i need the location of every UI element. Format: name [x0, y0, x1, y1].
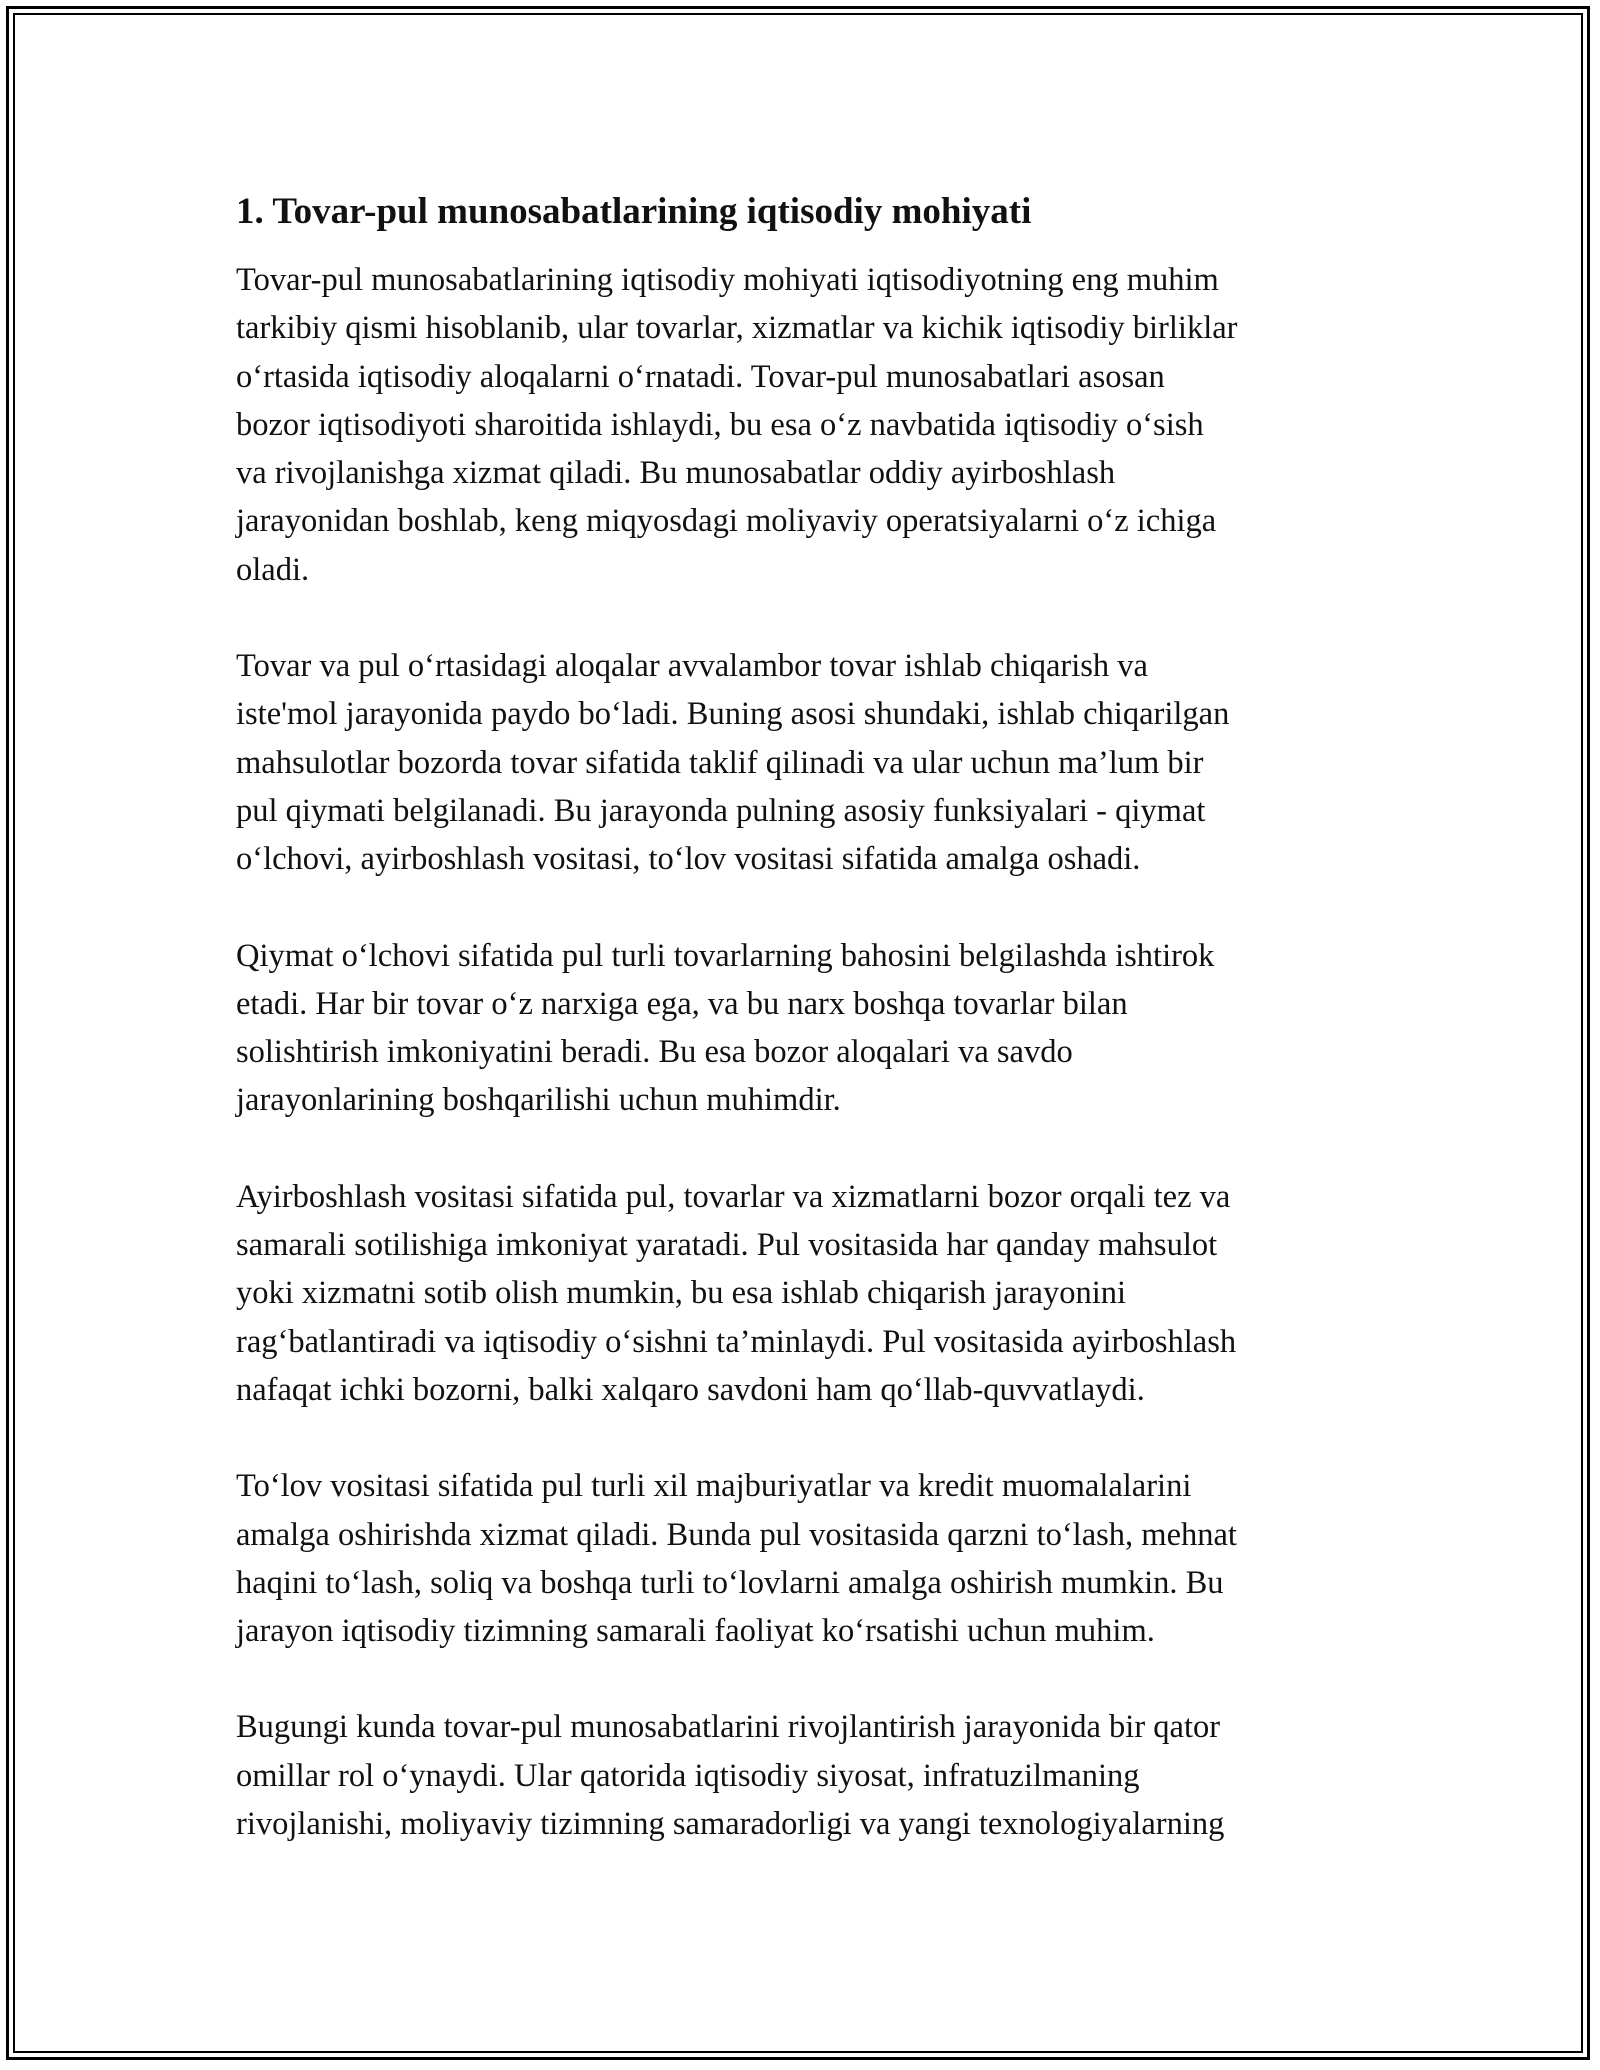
paragraph-1: Tovar-pul munosabatlarining iqtisodiy mohiyati iqtisodiyotning eng muhim tarkibiy qismi hisoblanib, ular tovarlar, xizmatlar va kichik iqtisodiy birliklar o‘rtasida iqtisodiy aloqalarni o‘rnatadi. Tovar-pul munosabatlari asosan bozor iqtisodiyoti sharoitida ishlaydi, bu esa o‘z navbatida iqtisodiy o‘sish va rivojlanishga xizmat qiladi. Bu munosabatlar oddiy ayirboshlash jarayonidan boshlab, keng miqyosdagi moliyaviy operatsiyalarni o‘z ichiga oladi. — [236, 262, 1238, 588]
paragraph-2: Tovar va pul o‘rtasidagi aloqalar avvalambor tovar ishlab chiqarish va iste'mol jarayonida paydo bo‘ladi. Buning asosi shundaki, ishlab chiqarilgan mahsulotlar bozorda tovar sifatida taklif qilinadi va ular uchun ma’lum bir pul qiymati belgilanadi. Bu jarayonda pulning asosiy funksiyalari - qiymat o‘lchovi, ayirboshlash vositasi, to‘lov vositasi sifatida amalga oshadi. — [236, 648, 1230, 878]
paragraph-6: Bugungi kunda tovar-pul munosabatlarini rivojlantirish jarayonida bir qator omillar rol o‘ynaydi. Ular qatorida iqtisodiy siyosat, infratuzilmaning rivojlanishi, moliyaviy tizimning samaradorligi va yangi texnologiyalarning — [236, 1709, 1225, 1843]
document-page — [236, 188, 1376, 1896]
paragraph-4: Ayirboshlash vositasi sifatida pul, tovarlar va xizmatlarni bozor orqali tez va samarali sotilishiga imkoniyat yaratadi. Pul vositasida har qanday mahsulot yoki xizmatni sotib olish mumkin, bu esa ishlab chiqarish jarayonini rag‘batlantiradi va iqtisodiy o‘sishni ta’minlaydi. Pul vositasida ayirboshlash nafaqat ichki bozorni, balki xalqaro savdoni ham qo‘llab-quvvatlaydi. — [236, 1178, 1237, 1408]
paragraph-5: To‘lov vositasi sifatida pul turli xil majburiyatlar va kredit muomalalarini amalga oshirishda xizmat qiladi. Bunda pul vositasida qarzni to‘lash, mehnat haqini to‘lash, soliq va boshqa turli to‘lovlarni amalga oshirish mumkin. Bu jarayon iqtisodiy tizimning samarali faoliyat ko‘rsatishi uchun muhim. — [236, 1468, 1237, 1650]
paragraph-3: Qiymat o‘lchovi sifatida pul turli tovarlarning bahosini belgilashda ishtirok etadi. Har bir tovar o‘z narxiga ega, va bu narx boshqa tovarlar bilan solishtirish imkoniyatini beradi. Bu esa bozor aloqalari va savdo jarayonlarining boshqarilishi uchun muhimdir. — [236, 937, 1215, 1119]
section-heading: 1. Tovar-pul munosabatlarining iqtisodiy mohiyati — [236, 191, 1032, 232]
